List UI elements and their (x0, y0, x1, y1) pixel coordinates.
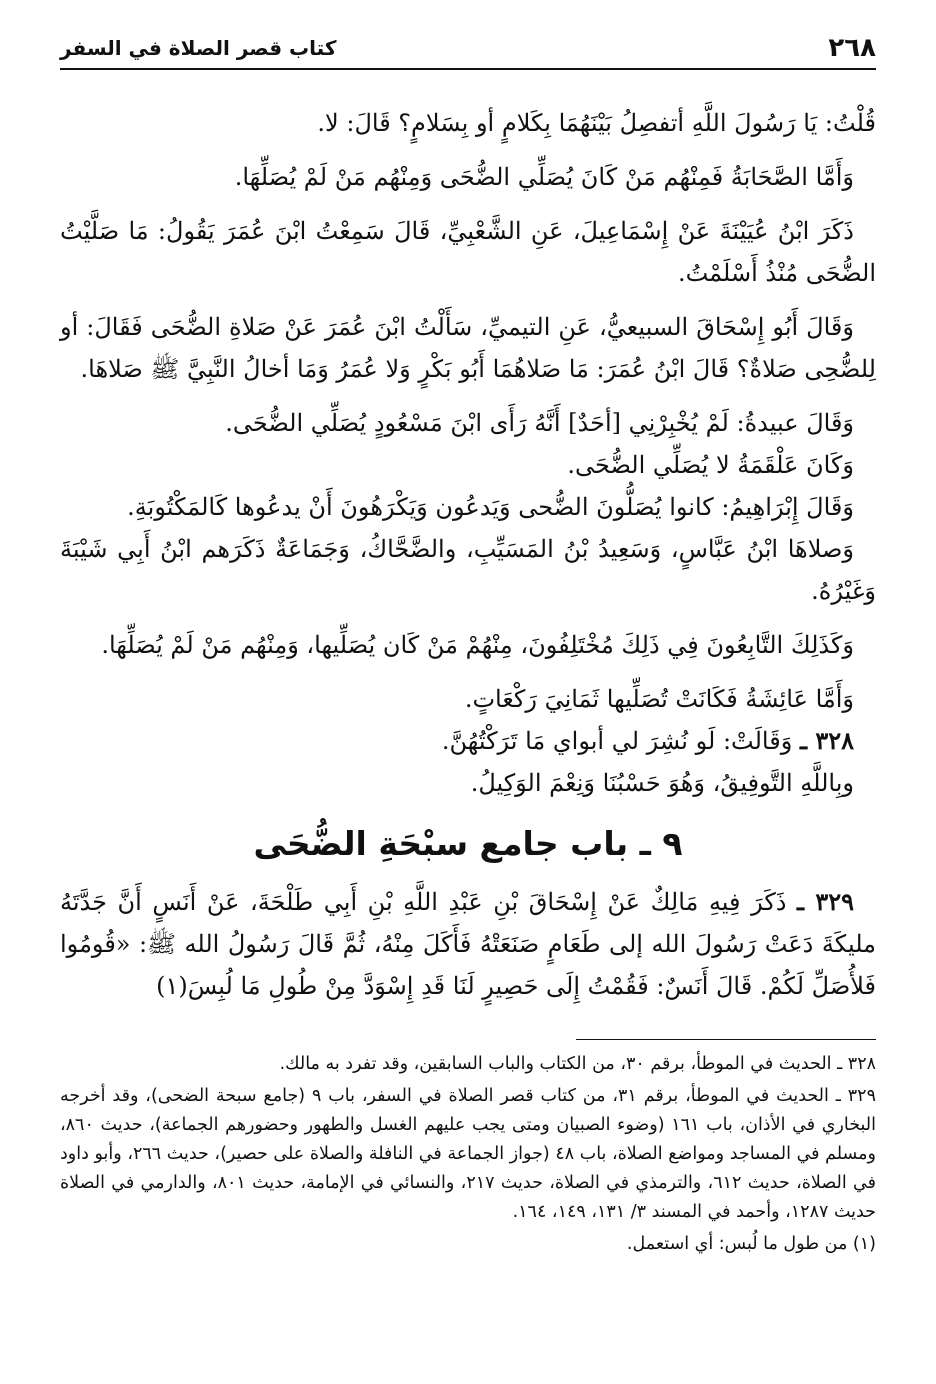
page-number: ٢٦٨ (828, 33, 876, 63)
chapter-title: ٩ ـ باب جامع سبْحَةِ الضُّحَى (253, 824, 683, 863)
hadith-text: وَقَالَتْ: لَو نُشِرَ لي أبواي مَا تَرَكْتُهُنَّ. (441, 727, 793, 755)
paragraph: وَصلاهَا ابْنُ عَبَّاسٍ، وَسَعِيدُ بْنُ المَسَيِّبِ، والضَّحَّاكُ، وَجَمَاعَةٌ ذَكَرَهم ابْنُ أَبِي شَيْبَةَ وَغَيْرُهُ. (60, 535, 876, 605)
footnotes (60, 1050, 876, 1259)
footnote: ٣٢٩ ـ الحديث في الموطأ، برقم ٣١، من كتاب قصر الصلاة في السفر، باب ٩ (جامع سبحة الضحى)، وقد أخرجه البخاري في الأذان، باب ١٦١ (وضوء الصبيان ومتى يجب عليهم الغسل والطهور وحضورهم الجماعة)، حديث ٨٦٠، ومسلم في المساجد ومواضع الصلاة، باب ٤٨ (جواز الجماعة في النافلة والصلاة على حصير)، حديث ٢٦٦، وأبو داود في الصلاة، حديث ٦١٢، والترمذي في الصلاة، حديث ٢١٧، والنسائي في الإمامة، حديث ٨٠١، والدارمي في الصلاة حديث ١٢٨٧، وأحمد في المسند ٣/ ١٣١، ١٤٩، ١٦٤. (60, 1086, 876, 1222)
closing-line: وبِاللَّهِ التَّوفِيقُ، وَهُوَ حَسْبُنَا وَنِعْمَ الوَكِيلُ. (470, 769, 854, 797)
footnote: ٣٢٨ ـ الحديث في الموطأ، برقم ٣٠، من الكتاب والباب السابقين، وقد تفرد به مالك. (279, 1054, 876, 1074)
hadith-text: ذَكَرَ فِيهِ مَالِكٌ عَنْ إِسْحَاقَ بْنِ عَبْدِ اللَّهِ بْنِ أَبِي طَلْحَةَ، عَنْ أَنَسٍ أَنَّ جَدَّتَهُ مليكَةَ دَعَتْ رَسُولَ الله إلى طَعَامٍ صَنَعَتْهُ فَأَكَلَ مِنْهُ، ثُمَّ قَالَ رَسُولُ الله ﷺ: «قُومُوا فَلأُصَلِّ لَكُمْ. قَالَ أَنَسٌ: فَقُمْتُ إِلَى حَصِيرٍ لَنَا قَدِ إِسْوَدَّ مِنْ طُولِ مَا لُبِسَ(١) (60, 888, 876, 1000)
paragraph: وَقَالَ عبيدةُ: لَمْ يُخْبِرْنِي [أحَدٌ] أَنَّهُ رَأَى ابْنَ مَسْعُودٍ يُصَلِّي الضُّحَى. (225, 409, 854, 437)
paragraph: وَأَمَّا الصَّحَابَةُ فَمِنْهُم مَنْ كَانَ يُصَلِّي الضُّحَى وَمِنْهُم مَنْ لَمْ يُصَلِّهَا. (234, 163, 854, 191)
page-header (60, 28, 876, 70)
footnote: (١) من طول ما لُبس: أي استعمل. (626, 1234, 876, 1254)
hadith-number: ٣٢٨ ـ (799, 726, 854, 755)
footnote-divider (576, 1039, 876, 1040)
hadith-number: ٣٢٩ ـ (797, 887, 854, 916)
paragraph: وَقَالَ إِبْرَاهِيمُ: كانوا يُصَلُّونَ الضُّحى وَيَدعُون وَيَكْرَهُونَ أَنْ يدعُوها كَالمَكْتُوبَةِ. (127, 493, 854, 521)
paragraph: وَأَمَّا عَائِشَةُ فَكَانَتْ تُصَلِّيها ثَمَانِيَ رَكْعَاتٍ. (464, 685, 854, 713)
paragraph: وَقَالَ أَبُو إِسْحَاقَ السبيعيُّ، عَنِ التيميِّ، سَأَلْتُ ابْنَ عُمَرَ عَنْ صَلاةِ الضُّحَى فَقَالَ: أو لِلضُّحِى صَلاةٌ؟ قَالَ ابْنُ عُمَرَ: مَا صَلاهُمَا أَبُو بَكْرٍ وَلا عُمَرُ وَمَا أخالُ النَّبِيَّ ﷺ صَلاهَا. (60, 313, 876, 383)
main-text (60, 102, 876, 1007)
hadith-328 (60, 720, 876, 762)
book-page (60, 28, 876, 1358)
paragraph: ذَكَرَ ابْنُ عُيَيْنَةَ عَنْ إِسْمَاعِيلَ، عَنِ الشَّعْبِيِّ، قَالَ سَمِعْتُ ابْنَ عُمَرَ يَقُولُ: مَا صَلَّيْتُ الضُّحَى مُنْذُ أَسْلَمْتُ. (60, 217, 876, 287)
running-title: كتاب قصر الصلاة في السفر (60, 36, 337, 60)
paragraph: وَكَانَ عَلْقَمَةُ لا يُصَلِّي الضُّحَى. (567, 451, 854, 479)
paragraph: وَكَذَلِكَ التَّابِعُونَ فِي ذَلِكَ مُخْتَلِفُونَ، مِنْهُمْ مَنْ كَان يُصَلِّيها، وَمِنْهُم مَنْ لَمْ يُصَلِّهَا. (101, 631, 854, 659)
hadith-329 (60, 881, 876, 1007)
paragraph: قُلْتُ: يَا رَسُولَ اللَّهِ أتفصِلُ بَيْنَهُمَا بِكَلامٍ أو بِسَلامٍ؟ قَالَ: لا. (317, 109, 876, 137)
